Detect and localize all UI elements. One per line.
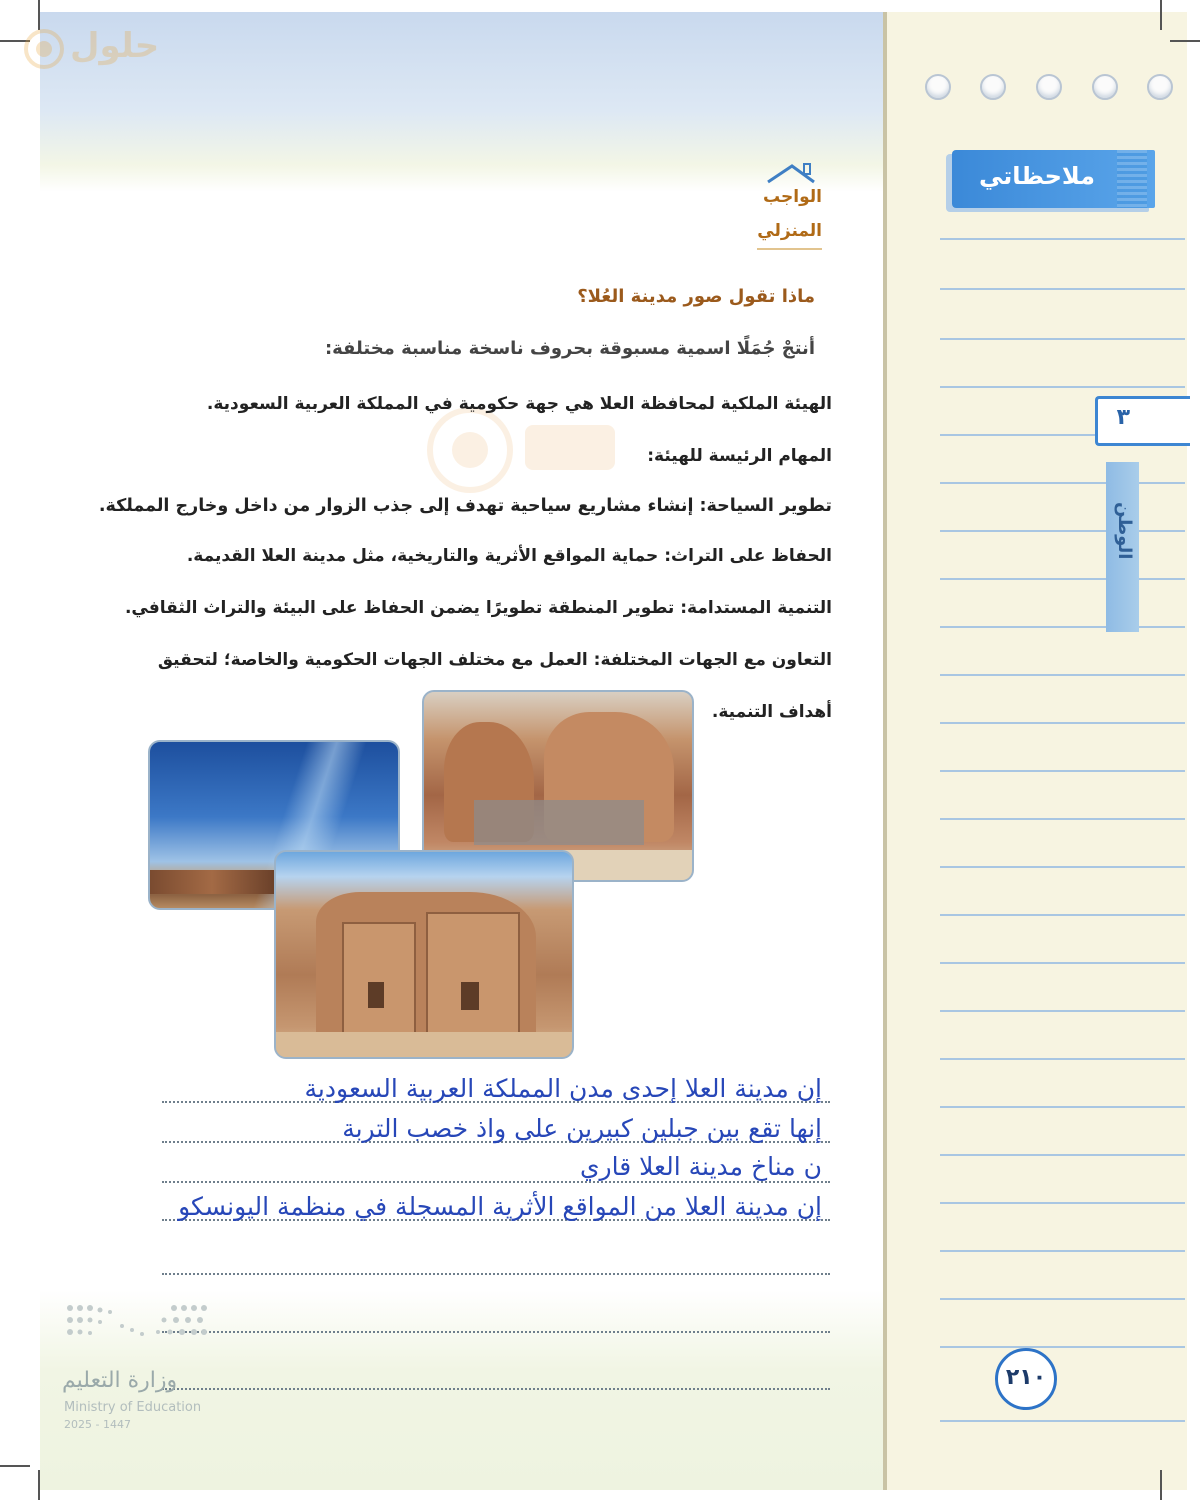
passage-line: المهام الرئيسة للهيئة: [647,446,832,466]
page-number: ٢١٠ [1005,1365,1047,1390]
ruled-line [940,866,1185,868]
ruled-line [940,626,1185,628]
top-header-band [40,12,885,192]
ruled-line [940,1298,1185,1300]
ruled-line [940,1010,1185,1012]
ruled-line [940,818,1185,820]
ruled-line [940,674,1185,676]
ruled-line [940,386,1185,388]
binder-ring [925,74,951,100]
ruled-line [940,338,1185,340]
answer-line [162,1388,830,1390]
instruction-text: أنتجْ جُمَلًا اسمية مسبوقة بحروف ناسخة مناسبة مختلفة: [324,338,815,359]
ministry-year: 2025 - 1447 [64,1418,131,1431]
unit-side-ribbon [1106,462,1139,632]
site-logo-text: حلول [70,26,160,66]
handwritten-answer: إنها تقع بين جبلين كبيرين على واذ خصب التربة [342,1114,822,1143]
page-divider [883,12,887,1490]
notes-tab [952,150,1155,208]
binder-ring [1092,74,1118,100]
ministry-name-ar: وزارة التعليم [62,1368,178,1393]
unit-number-box [1095,396,1190,446]
ruled-line [940,962,1185,964]
unit-number: ٣ [1116,405,1130,430]
answer-line [162,1273,830,1275]
page-number-badge [995,1348,1057,1410]
ruled-line [940,722,1185,724]
trim-mark [1160,0,1162,30]
ministry-logo-dots [62,1300,212,1360]
ruled-line [940,1420,1185,1422]
notes-tab-stripe [1117,150,1147,208]
handwritten-answer: إن مدينة العلا من المواقع الأثرية المسجلة في منظمة اليونسكو [178,1192,822,1221]
homework-title-line1: الواجب [763,187,822,207]
notes-column [887,12,1187,1490]
answer-line [162,1181,830,1183]
ruled-line [940,578,1185,580]
passage-line: أهداف التنمية. [711,702,832,722]
passage-line: الحفاظ على التراث: حماية المواقع الأثرية والتاريخية، مثل مدينة العلا القديمة. [186,546,832,566]
watermark-mark [425,405,625,495]
ministry-name-en: Ministry of Education [64,1400,202,1415]
ruled-line [940,1106,1185,1108]
ruled-line [940,288,1185,290]
binder-ring [980,74,1006,100]
trim-mark [38,1470,40,1500]
ruled-line [940,914,1185,916]
trim-mark [1160,1470,1162,1500]
trim-mark [0,1465,30,1467]
homework-title [740,180,822,250]
binder-ring [1147,74,1173,100]
ruled-line [940,1346,1185,1348]
passage-line: التعاون مع الجهات المختلفة: العمل مع مختلف الجهات الحكومية والخاصة؛ لتحقيق [157,650,832,670]
ruled-line [940,1250,1185,1252]
answer-line [162,1331,830,1333]
ruled-line [940,770,1185,772]
ruled-line [940,1202,1185,1204]
passage-line: تطوير السياحة: إنشاء مشاريع سياحية تهدف إلى جذب الزوار من داخل وخارج المملكة. [98,496,832,516]
handwritten-answer: ن مناخ مدينة العلا قاري [579,1152,822,1181]
ruled-line [940,238,1185,240]
trim-mark [1170,40,1200,42]
notes-tab-label: ملاحظاتي [978,162,1095,190]
passage-line: التنمية المستدامة: تطوير المنطقة تطويرًا يضمن الحفاظ على البيئة والتراث الثقافي. [124,598,832,618]
ruled-line [940,482,1185,484]
handwritten-answer: إن مدينة العلا إحدى مدن المملكة العربية السعودية [304,1074,822,1103]
unit-side-ribbon-text: الوطن [1114,502,1135,560]
ruled-line [940,1058,1185,1060]
watermark [425,405,625,495]
ruled-line [940,530,1185,532]
passage-line: الهيئة الملكية لمحافظة العلا هي جهة حكومية في المملكة العربية السعودية. [206,394,832,414]
homework-title-line2: المنزلي [757,214,822,250]
binder-ring [1036,74,1062,100]
site-logo [22,24,162,74]
alula-tomb-photo [274,850,574,1059]
ruled-line [940,1154,1185,1156]
question-title: ماذا تقول صور مدينة العُلا؟ [577,286,815,307]
